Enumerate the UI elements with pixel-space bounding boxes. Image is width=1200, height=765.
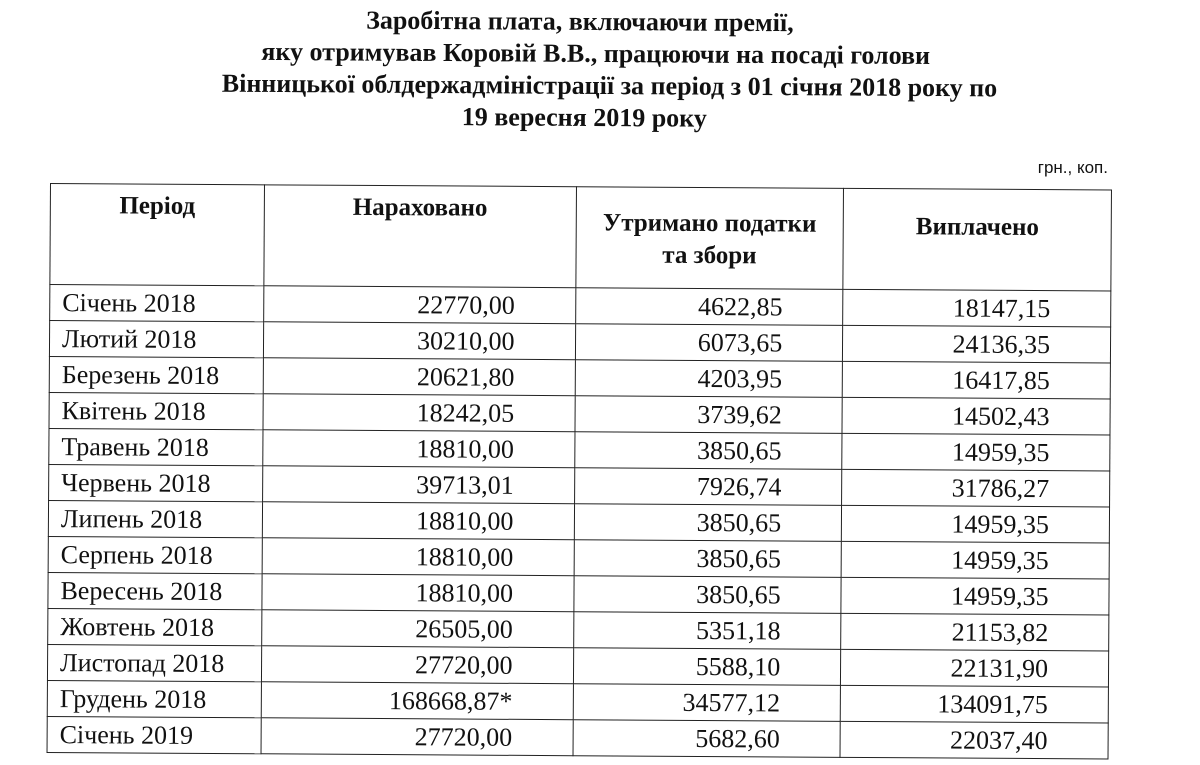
- cell-accrued: 22770,00: [264, 286, 576, 324]
- cell-period: Липень 2018: [48, 500, 262, 537]
- title-line-2: яку отримував Коровій В.В., працюючи на посаді голови: [261, 36, 931, 71]
- cell-accrued: 18810,00: [262, 538, 574, 576]
- cell-paid: 134091,75: [840, 685, 1108, 723]
- title-line-4: 19 вересня 2019 року: [461, 102, 707, 133]
- document-title: [0, 2, 1200, 137]
- cell-period: Грудень 2018: [47, 680, 261, 717]
- cell-period: Серпень 2018: [48, 536, 262, 573]
- cell-withheld: 5682,60: [573, 720, 841, 758]
- title-line-3: Вінницької облдержадміністрації за період з 01 січня 2018 року по: [221, 68, 998, 103]
- cell-period: Квітень 2018: [49, 392, 263, 429]
- cell-paid: 22037,40: [840, 721, 1108, 759]
- cell-paid: 14502,43: [842, 397, 1110, 435]
- cell-period: Червень 2018: [49, 464, 263, 501]
- cell-withheld: 3850,65: [574, 432, 842, 470]
- cell-accrued: 168668,87*: [261, 682, 573, 720]
- cell-withheld: 6073,65: [575, 324, 843, 362]
- header-accrued: Нараховано: [264, 185, 576, 288]
- cell-accrued: 27720,00: [261, 718, 573, 756]
- cell-withheld: 3739,62: [575, 396, 843, 434]
- cell-accrued: 18242,05: [263, 394, 575, 432]
- header-period: Період: [50, 184, 265, 286]
- cell-paid: 21153,82: [841, 613, 1109, 651]
- cell-withheld: 4622,85: [575, 288, 843, 326]
- cell-withheld: 3850,65: [574, 540, 842, 578]
- cell-paid: 14959,35: [842, 505, 1110, 543]
- cell-withheld: 7926,74: [574, 468, 842, 506]
- cell-period: Січень 2018: [50, 285, 264, 322]
- cell-period: Вересень 2018: [48, 572, 262, 609]
- cell-withheld: 34577,12: [573, 684, 841, 722]
- salary-table: [47, 183, 1112, 759]
- cell-accrued: 18810,00: [262, 574, 574, 612]
- cell-withheld: 5351,18: [573, 612, 841, 650]
- cell-accrued: 26505,00: [262, 610, 574, 648]
- cell-period: Травень 2018: [49, 428, 263, 465]
- cell-paid: 14959,35: [841, 577, 1109, 615]
- table-row: [47, 716, 1108, 758]
- cell-paid: 16417,85: [842, 361, 1110, 399]
- cell-accrued: 18810,00: [263, 430, 575, 468]
- cell-paid: 14959,35: [841, 541, 1109, 579]
- currency-unit-note: грн., коп.: [1037, 158, 1108, 177]
- cell-accrued: 39713,01: [262, 466, 574, 504]
- cell-paid: 31786,27: [842, 469, 1110, 507]
- cell-paid: 22131,90: [841, 649, 1109, 687]
- table-header-row: [50, 184, 1112, 291]
- cell-period: Листопад 2018: [47, 644, 261, 681]
- cell-accrued: 20621,80: [263, 358, 575, 396]
- cell-period: Березень 2018: [49, 356, 263, 393]
- cell-paid: 14959,35: [842, 433, 1110, 471]
- cell-accrued: 27720,00: [261, 646, 573, 684]
- cell-period: Лютий 2018: [49, 321, 263, 358]
- header-withheld: Утримано податки та збори: [575, 187, 843, 290]
- cell-paid: 18147,15: [843, 289, 1111, 327]
- header-paid: Виплачено: [843, 188, 1111, 291]
- cell-period: Жовтень 2018: [48, 608, 262, 645]
- cell-accrued: 18810,00: [262, 502, 574, 540]
- cell-paid: 24136,35: [843, 325, 1111, 363]
- title-line-1: Заробітна плата, включаючи премії,: [366, 5, 794, 38]
- cell-accrued: 30210,00: [263, 322, 575, 360]
- cell-withheld: 3850,65: [574, 504, 842, 542]
- cell-withheld: 3850,65: [573, 576, 841, 614]
- cell-withheld: 5588,10: [573, 648, 841, 686]
- cell-period: Січень 2019: [47, 716, 261, 753]
- cell-withheld: 4203,95: [575, 360, 843, 398]
